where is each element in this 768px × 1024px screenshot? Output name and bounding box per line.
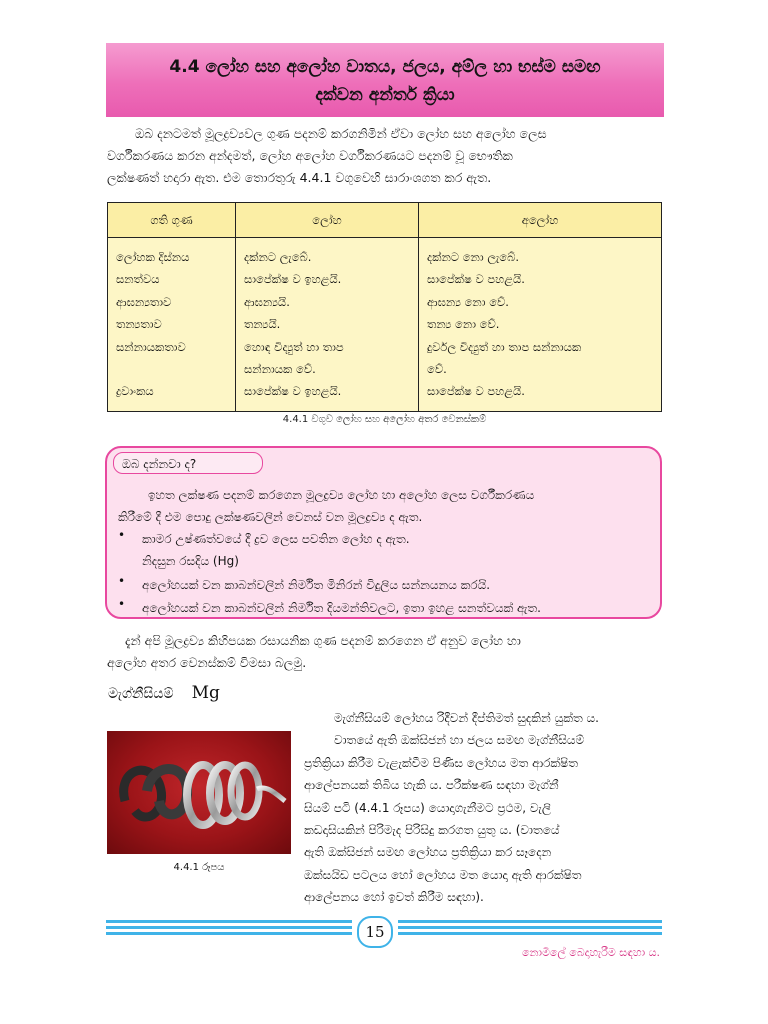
dyk-bullet-2: අලෝහයක් වන කාබන්වලින් නිර්මිත මිනිරන් විදුලිය සන්නයනය කරයි. bbox=[142, 578, 491, 592]
table-cell: තන්‍යතාව bbox=[116, 317, 162, 332]
title-banner bbox=[106, 43, 664, 117]
magnesium-line: සියම් පටි (4.4.1 රූපය) යොදාගැනීමට ප්‍රථම, වැලි bbox=[304, 800, 552, 815]
table-cell: සාපේක්ෂ ව පහළයි. bbox=[427, 272, 525, 287]
footer-stripe bbox=[106, 920, 352, 923]
table-cell: තන්‍ය නො වේ. bbox=[427, 317, 500, 332]
magnesium-line: ඇති ඔක්සිජන් සමඟ ලෝහය ප්‍රතික්‍රියා කර සෑදෙන bbox=[304, 845, 552, 860]
dyk-bullet-1: කාමර උෂ්ණත්වයේ දී ද්‍රව ලෙස පවතින ලෝහ ද ඇත. bbox=[142, 532, 410, 546]
magnesium-line: ආලේපනයක් තිබිය හැකි ය. පරීක්ෂණ සඳහා මැග්නී bbox=[304, 778, 559, 793]
table-cell: සනත්වය bbox=[116, 272, 160, 287]
photo-caption: 4.4.1 රූපය bbox=[173, 862, 225, 873]
dyk-bullet-1-example: නිදසුන රසදිය (Hg) bbox=[142, 554, 239, 568]
magnesium-heading bbox=[108, 683, 220, 703]
transition-line: අලෝහ අතර වෙනස්කම් විමසා බලමු. bbox=[107, 655, 307, 670]
magnesium-heading-text: මැග්නීසියම් bbox=[108, 686, 174, 702]
page-number: 15 bbox=[357, 916, 393, 948]
title-line-1: 4.4 ලෝහ සහ අලෝහ වාතය, ජලය, අම්ල හා භස්ම සමඟ bbox=[169, 57, 601, 77]
table-cell: දුර්වල විද්‍යුත් හා තාප සන්නායක bbox=[427, 339, 582, 354]
intro-paragraph bbox=[107, 123, 663, 189]
dyk-paragraph-line: ඉහත ලක්ෂණ පදනම් කරගෙන මූලද්‍රව්‍ය ලෝහ හා අලෝහ ලෙස වර්ගීකරණය bbox=[148, 488, 535, 502]
table-cell: සන්නායකතාව bbox=[116, 339, 186, 354]
footer-stripe bbox=[398, 920, 662, 923]
properties-table bbox=[107, 202, 662, 412]
title-line-2: දක්වන අන්තර් ක්‍රියා bbox=[315, 85, 455, 105]
table-cell: වේ. bbox=[427, 361, 447, 376]
table-cell: ආඝන්‍යතාව bbox=[116, 294, 172, 309]
intro-line: ඔබ දනටමත් මූලද්‍රව්‍යවල ගුණ පදනම් කරගනිමින් ඒවා ලෝහ සහ අලෝහ ලෙස bbox=[135, 126, 547, 141]
table-cell: හොඳ විද්‍යුත් හා තාප bbox=[244, 339, 344, 354]
table-cell: ද්‍රවාංකය bbox=[116, 384, 154, 399]
table-cell: ආඝන්‍යයි. bbox=[244, 294, 290, 309]
transition-paragraph bbox=[107, 630, 663, 674]
magnesium-paragraph bbox=[304, 707, 662, 909]
table-cell: දක්නට ලැබේ. bbox=[244, 250, 312, 264]
magnesium-line: මැග්නීසියම් ලෝහය රිදීවන් දීප්තිමත් සුදකින් යුක්ත ය. bbox=[334, 711, 599, 725]
dyk-paragraph-line: කිරීමේ දී එම පොදු ලක්ෂණවලින් වෙනස් වන මූලද්‍රව්‍ය ද ඇත. bbox=[118, 510, 423, 524]
bullet-dot-icon: • bbox=[118, 597, 126, 611]
footer-note: නොමිලේ බෙදාහැරීම සඳහා ය. bbox=[521, 946, 660, 959]
footer-stripe bbox=[106, 932, 352, 935]
table-cell bbox=[116, 358, 229, 380]
magnesium-line: ප්‍රතික්‍රියා කිරීම වැළැක්වීම පිණිස ලෝහය මත ආරක්ෂිත bbox=[304, 755, 579, 770]
magnesium-symbol: Mg bbox=[191, 683, 220, 703]
bullet-dot-icon: • bbox=[118, 574, 126, 588]
intro-line: ලක්ෂණත් හදාරා ඇත. එම තොරතුරු 4.4.1 වගුවෙහි සාරාංශගත කර ඇත. bbox=[107, 170, 492, 185]
table-header-property: ගති ගුණ bbox=[108, 203, 236, 238]
transition-line: දැන් අපි මූලද්‍රව්‍ය කිහිපයක රසායනික ගුණ පදනම් කරගෙන ඒ අනුව ලෝහ හා bbox=[125, 633, 521, 648]
intro-line: වර්ගීකරණය කරන අන්දමත්, ලෝහ අලෝහ වර්ගීකරණයට පදනම් වූ භෞතික bbox=[107, 148, 513, 163]
table-column-property bbox=[108, 238, 236, 412]
table-column-metal bbox=[236, 238, 419, 412]
table-cell: සාපේක්ෂ ව ඉහළයි. bbox=[244, 272, 342, 287]
magnesium-ribbon-photo bbox=[107, 731, 291, 854]
magnesium-line: වාතයේ ඇති ඔක්සිජන් හා ජලය සමඟ මැග්නීසියම් bbox=[334, 733, 585, 748]
table-column-nonmetal bbox=[419, 238, 662, 412]
table-cell: සාපේක්ෂ ව පහළයි. bbox=[427, 384, 525, 399]
did-you-know-title: ඔබ දන්නවා ද? bbox=[113, 452, 263, 474]
table-cell: සාපේක්ෂ ව ඉහළයි. bbox=[244, 384, 342, 399]
bullet-dot-icon: • bbox=[118, 528, 126, 542]
table-caption: 4.4.1 වගුව ලෝහ සහ අලෝහ අතර වෙනස්කම් bbox=[282, 414, 487, 425]
footer-stripe bbox=[398, 932, 662, 935]
footer-stripe bbox=[398, 926, 662, 929]
magnesium-line: ඔක්සයිඩ පටලය හෝ ලෝහය මත යොදා ඇති ආරක්ෂිත bbox=[304, 867, 582, 882]
magnesium-line: කඩදාසියකින් පිරිමැද පිරිසිදු කරගත යුතු ය. (වාතයේ bbox=[304, 823, 560, 838]
footer-stripe bbox=[106, 926, 352, 929]
table-cell: ලෝහක දිස්නය bbox=[116, 250, 190, 264]
table-header-metal: ලෝහ bbox=[236, 203, 419, 238]
magnesium-line: ආලේපනය හෝ ඉවත් කිරීම සඳහා). bbox=[304, 890, 484, 905]
dyk-bullet-3: අලෝහයක් වන කාබන්වලින් නිර්මිත දියමන්තිවලට, ඉතා ඉහළ සනත්වයක් ඇත. bbox=[142, 601, 541, 615]
table-cell: ආඝන්‍ය නො වේ. bbox=[427, 294, 509, 309]
table-cell: දක්නට නො ලැබේ. bbox=[427, 250, 520, 264]
table-header-nonmetal: අලෝහ bbox=[419, 203, 662, 238]
table-cell: සන්නායක වේ. bbox=[244, 361, 316, 376]
magnesium-ribbon-image bbox=[107, 731, 291, 854]
table-cell: තන්‍යයි. bbox=[244, 317, 281, 332]
